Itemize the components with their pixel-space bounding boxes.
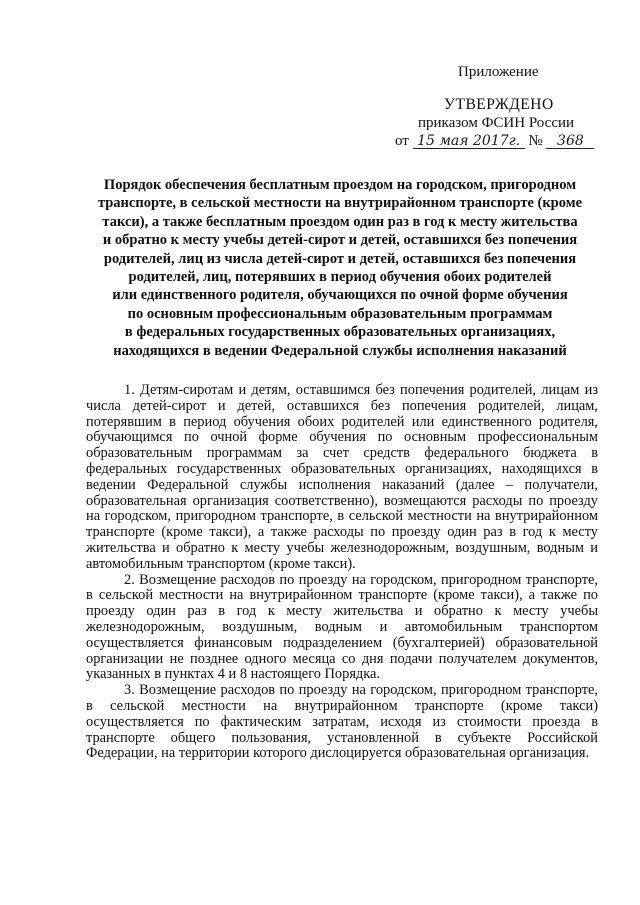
title-line: родителей, лиц из числа детей-сирот и детей, оставшихся без попечения xyxy=(103,250,577,267)
handwritten-date: 15 мая 2017г. xyxy=(413,134,525,149)
paragraph-3: 3. Возмещение расходов по проезду на городском, пригородном транспорте, в сельской местности на внутрирайонном транспорте (кроме такси) осуществляется по фактическим затратам, исходя из стоимости проезда в транспорте общего пользования, установленной в субъекте Российской Федерации, на территории которого дислоцируется образовательная организация. xyxy=(86,682,598,762)
title-line: находящихся в ведении Федеральной службы исполнения наказаний xyxy=(113,342,567,359)
approved-stamp-text: УТВЕРЖДЕНО xyxy=(444,96,554,113)
title-line: такси), а также бесплатным проездом один раз в год к месту жительства xyxy=(102,213,578,230)
title-line: и обратно к месту учебы детей-сирот и детей, оставшихся без попечения xyxy=(102,232,578,249)
paragraph-1: 1. Детям-сиротам и детям, оставшимся без попечения родителей, лицам из числа детей-сирот и детей, оставшихся без попечения родителей, лицам, потерявшим в период обучения обоих родителей или единственного родителя, обучающимся по очной форме обучения по основным профессиональным образовательным программам за счет средств федерального бюджета в федеральных государственных образовательных организациях, находящихся в ведении Федеральной службы исполнения наказаний (далее – получатели, образовательная организация соответственно), возмещаются расходы по проезду на городском, пригородном транспорте, в сельской местности на внутрирайонном транспорте (кроме такси), а также расходы по проезду один раз в год к месту жительства и обратно к месту учебы железнодорожным, воздушным, водным и автомобильным транспортом (кроме такси). xyxy=(86,382,598,572)
number-label: № xyxy=(528,133,543,149)
title-line: родителей, лиц, потерявших в период обучения обоих родителей xyxy=(128,269,552,286)
document-body xyxy=(86,383,598,762)
order-reference: приказом ФСИН России xyxy=(418,115,575,131)
annex-label: Приложение xyxy=(458,64,539,80)
handwritten-number: 368 xyxy=(546,134,594,149)
title-line: по основным профессиональным образовательным программам xyxy=(127,305,553,322)
from-label: от xyxy=(395,133,409,149)
title-line: Порядок обеспечения бесплатным проездом на городском, пригородном xyxy=(103,177,577,193)
title-line: транспорте, в сельской местности на внутрирайонном транспорте (кроме xyxy=(97,195,583,212)
document-title xyxy=(78,176,602,360)
order-date-line xyxy=(395,133,594,150)
title-line: или единственного родителя, обучающихся по очной форме обучения xyxy=(112,287,568,304)
paragraph-2: 2. Возмещение расходов по проезду на городском, пригородном транспорте, в сельской местности на внутрирайонном транспорте (кроме такси), а также по проезду один раз в год к месту жительства и обратно к месту учебы железнодорожным, воздушным, водным и автомобильным транспортом осуществляется финансовым подразделением (бухгалтерией) образовательной организации не позднее одного месяца со дня подачи получателем документов, указанных в пунктах 4 и 8 настоящего Порядка. xyxy=(86,571,598,683)
title-line: в федеральных государственных образовательных организациях, xyxy=(124,324,556,341)
